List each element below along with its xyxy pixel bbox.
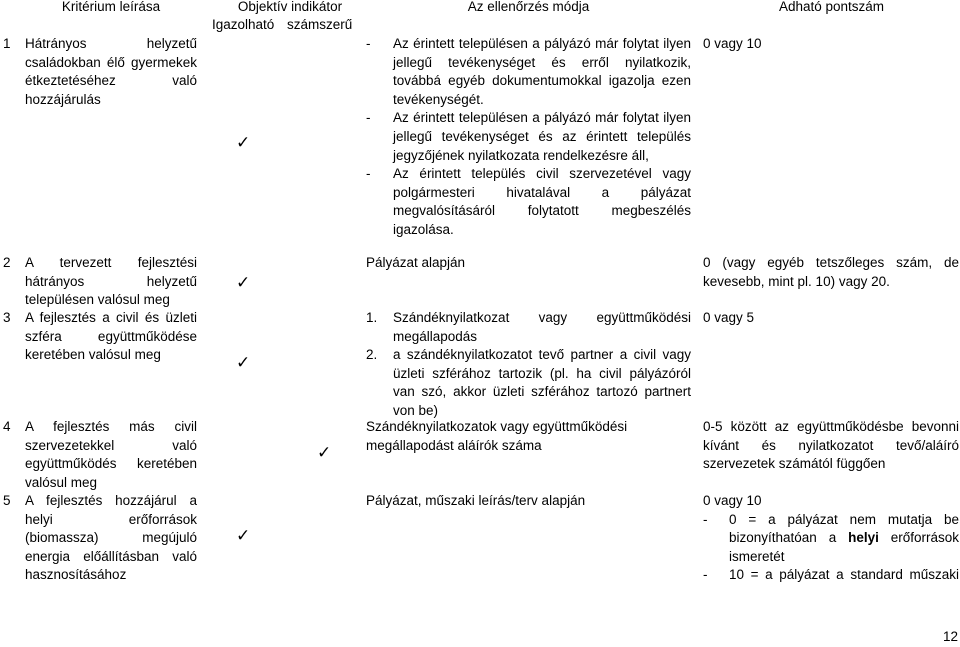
criterion-number: 5	[3, 493, 11, 508]
list-text: Az érintett település civil szervezetével vagy polgármesteri hivatalával a pályázat megvalósításáról folytatott megbeszélés igazolása.	[393, 166, 691, 237]
points-1: 0 vagy 10	[703, 36, 762, 51]
header-adhato-pontszam: Adható pontszám	[778, 0, 885, 14]
text-part: erőforrások ismeretét	[729, 530, 959, 564]
verification-4: Szándéknyilatkozatok vagy együttműködési megállapodást aláírók száma	[366, 419, 628, 453]
verification-2: Pályázat alapján	[366, 255, 466, 270]
verification-5: Pályázat, műszaki leírás/terv alapján	[366, 493, 586, 508]
checkmark-icon: ✓	[236, 133, 251, 153]
list-text: a szándéknyilatkozatot tevő partner a civil vagy üzleti szférához tartozik (pl. ha civil pályázóról van szó, akkor üzleti szférához tartozó partnert von be)	[393, 347, 691, 418]
criterion-number: 2	[3, 255, 11, 270]
checkmark-icon: ✓	[236, 273, 251, 293]
criterion-text: A fejlesztés a civil és üzleti szféra együttműködése keretében valósul meg	[25, 310, 197, 363]
list-text: Az érintett településen a pályázó már folytat ilyen jellegű tevékenységet és az érintett település jegyzőjének nyilatkozata rendelkezésre áll,	[393, 110, 691, 163]
list-item	[366, 165, 691, 239]
list-item	[366, 35, 691, 109]
list-text	[729, 511, 959, 567]
list-text: Szándéknyilatkozat vagy együttműködési megállapodás	[393, 310, 691, 344]
list-item	[703, 566, 959, 585]
list-item	[703, 511, 959, 567]
text-part: 10 = a pályázat a standard műszaki	[729, 567, 959, 583]
points-5-head: 0 vagy 10	[703, 493, 762, 508]
bold-text: helyi	[848, 530, 879, 546]
points-4: 0-5 között az együttműködésbe bevonni kívánt és nyilatkozatot tevő/aláíró szervezetek számától függően	[703, 419, 959, 472]
criterion-number: 1	[3, 36, 11, 51]
list-marker: -	[366, 36, 371, 51]
verification-3	[366, 309, 691, 421]
criterion-number: 3	[3, 310, 11, 325]
criterion-text: Hátrányos helyzetű családokban élő gyermekek étkeztetéséhez való hozzájárulás	[25, 36, 197, 107]
text-part: 0 = a pályázat nem mutatja be bizonyíthatóan a	[729, 511, 959, 546]
list-marker: 1.	[366, 310, 378, 325]
points-3: 0 vagy 5	[703, 310, 755, 325]
list-marker: -	[703, 511, 708, 527]
header-ellenorzes-modja: Az ellenőrzés módja	[467, 0, 590, 14]
header-kriterium: Kritérium leírása	[61, 0, 161, 14]
list-item	[366, 309, 691, 346]
criterion-text: A fejlesztés hozzájárul a helyi erőforrások (biomassza) megújuló energia előállításban való hasznosításához	[25, 493, 197, 583]
points-2: 0 (vagy egyéb tetszőleges szám, de kevesebb, mint pl. 10) vagy 20.	[703, 255, 959, 289]
checkmark-icon: ✓	[236, 353, 251, 373]
list-text: Az érintett településen a pályázó már folytat ilyen jellegű tevékenységet és erről nyilatkozik, továbbá egyéb dokumentumokkal igazolja ezen tevékenységét.	[393, 36, 691, 107]
criterion-text: A tervezett fejlesztési hátrányos helyzetű településen valósul meg	[25, 255, 197, 308]
page-number: 12	[943, 629, 959, 644]
verification-1	[366, 35, 691, 240]
list-marker: -	[703, 567, 708, 583]
header-igazolhato: Igazolható	[212, 17, 275, 32]
list-marker: -	[366, 110, 371, 126]
header-objektiv-indikator: Objektív indikátor	[237, 0, 343, 14]
checkmark-icon: ✓	[236, 526, 251, 546]
list-item	[366, 109, 691, 165]
criterion-text: A fejlesztés más civil szervezetekkel való együttműködés keretében valósul meg	[25, 419, 197, 490]
criterion-number: 4	[3, 419, 11, 434]
header-szamszeru: számszerű	[287, 17, 353, 32]
points-5	[703, 492, 959, 585]
list-item	[366, 346, 691, 420]
list-marker: -	[366, 166, 371, 182]
list-text	[729, 566, 959, 585]
checkmark-icon: ✓	[317, 443, 332, 463]
list-marker: 2.	[366, 347, 378, 363]
